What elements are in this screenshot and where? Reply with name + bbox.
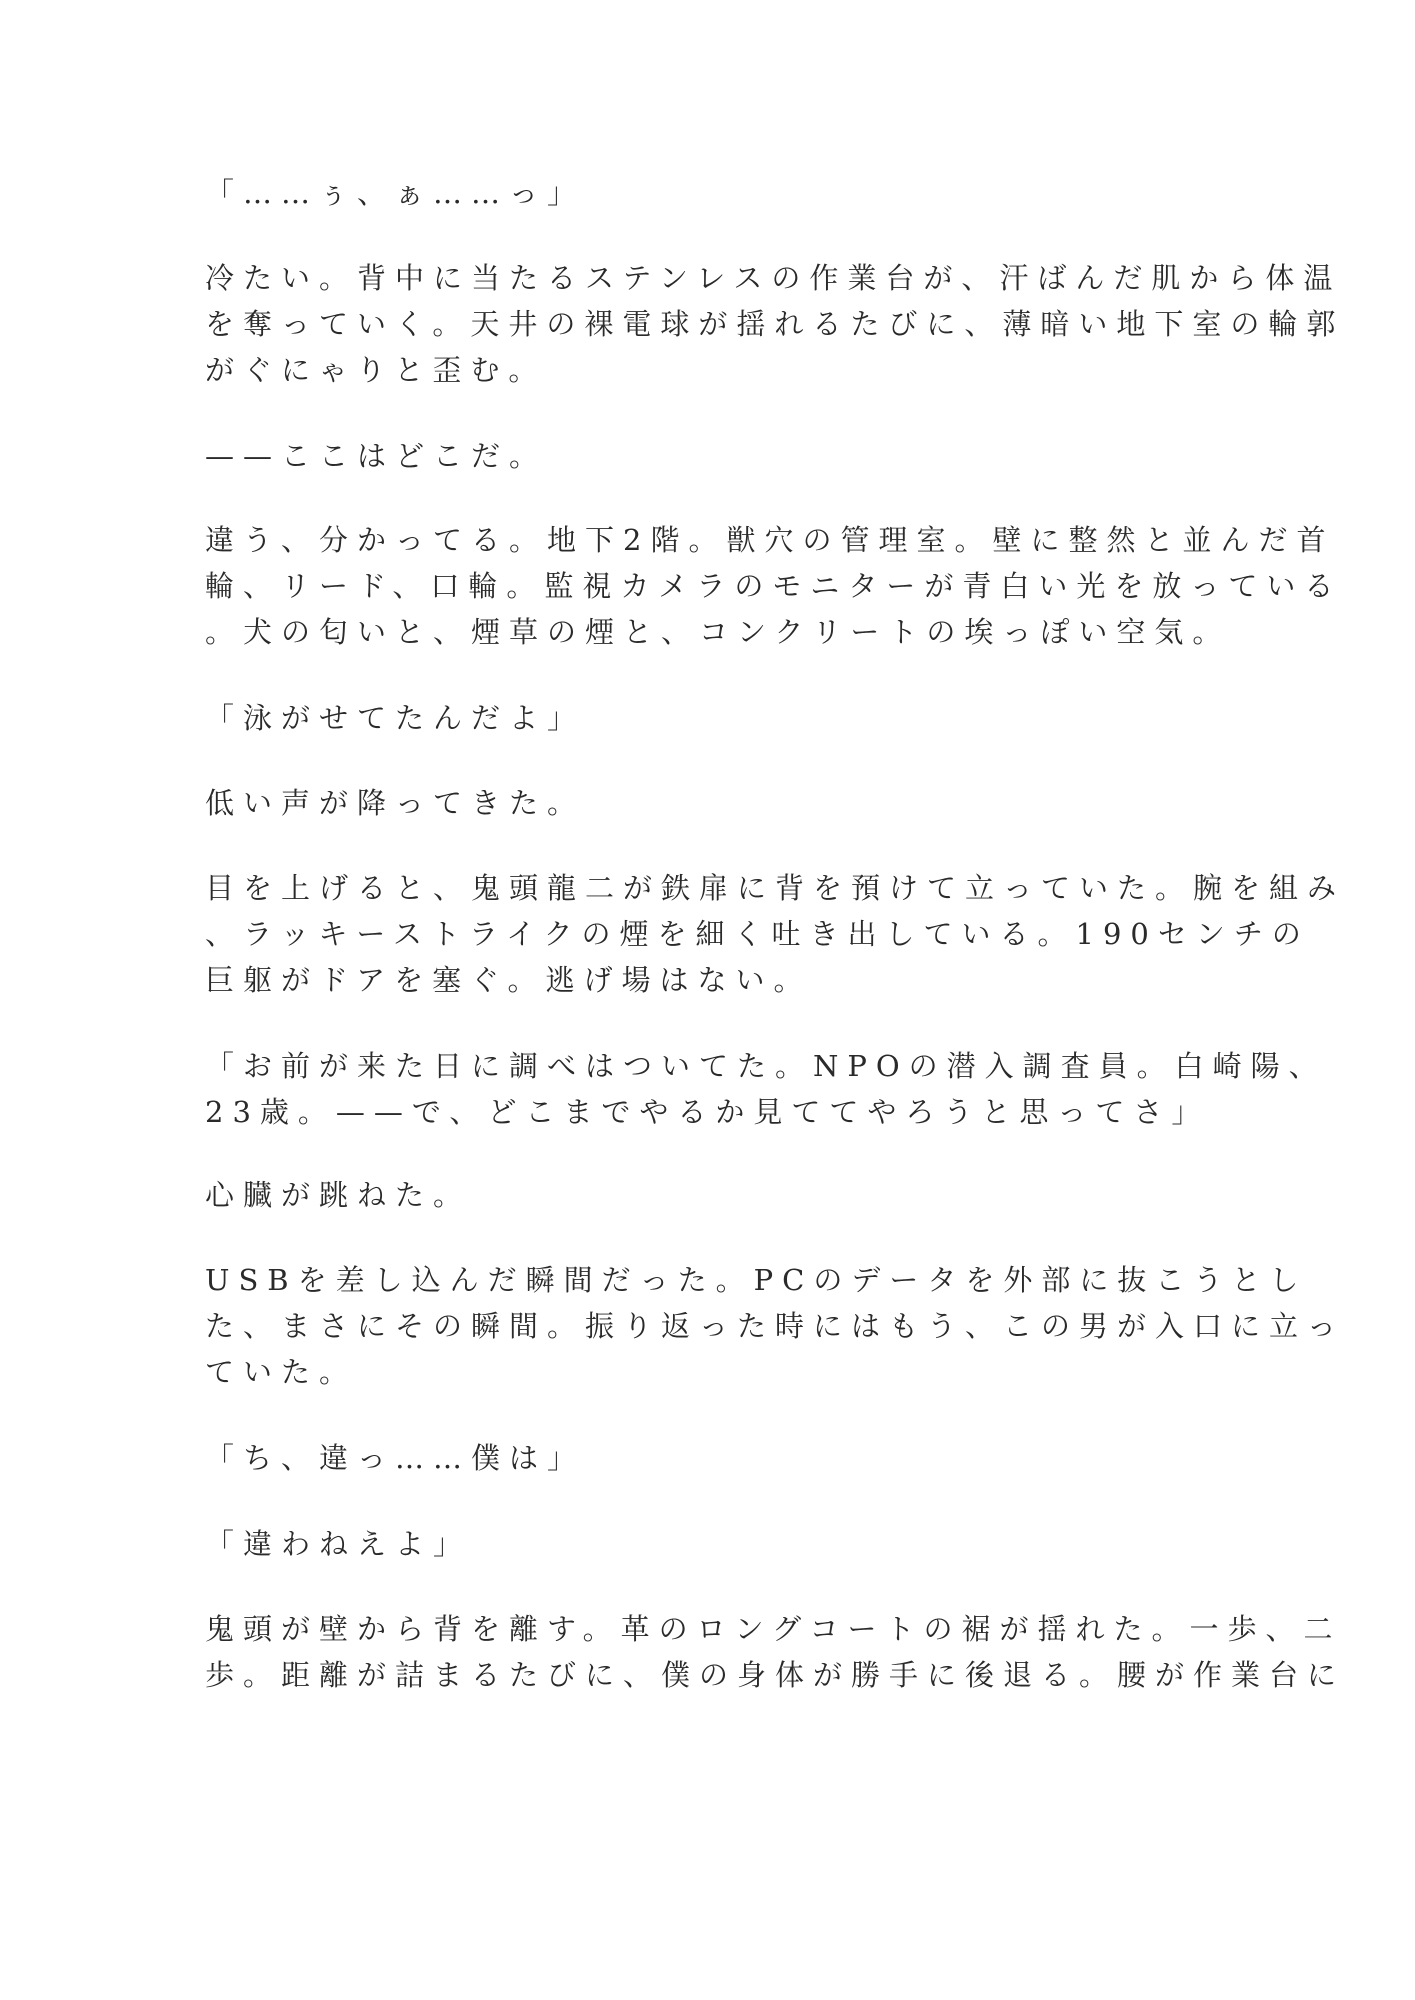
text-line: 23歳。——で、どこまでやるか見ててやろうと思ってさ」	[205, 1095, 1210, 1129]
paragraph	[205, 1606, 1345, 1698]
paragraph	[205, 433, 547, 479]
text-line: 「泳がせてたんだよ」	[205, 701, 586, 735]
text-line: 。犬の匂いと、煙草の煙と、コンクリートの埃っぽい空気。	[205, 615, 1231, 649]
text-line: ——ここはどこだ。	[205, 439, 548, 473]
text-line: 冷たい。背中に当たるステンレスの作業台が、汗ばんだ肌から体温	[205, 261, 1342, 295]
text-line: を奪っていく。天井の裸電球が揺れるたびに、薄暗い地下室の輪郭	[205, 307, 1345, 341]
text-line: 輪、リード、口輪。監視カメラのモニターが青白い光を放っている	[205, 569, 1343, 603]
paragraph	[205, 1521, 471, 1567]
text-line: 「お前が来た日に調べはついてた。NPOの潜入調査員。白崎陽、	[205, 1049, 1327, 1083]
paragraph	[205, 255, 1344, 393]
text-line: 低い声が降ってきた。	[205, 786, 586, 820]
text-line: 違う、分かってる。地下2階。獣穴の管理室。壁に整然と並んだ首	[205, 523, 1335, 557]
paragraph	[205, 1257, 1345, 1395]
text-line: がぐにゃりと歪む。	[205, 353, 547, 387]
text-line: 「違わねえよ」	[205, 1527, 472, 1561]
text-line: 目を上げると、鬼頭龍二が鉄扉に背を預けて立っていた。腕を組み	[205, 871, 1346, 905]
text-line: 巨躯がドアを塞ぐ。逃げ場はない。	[205, 963, 812, 997]
text-line: 歩。距離が詰まるたびに、僕の身体が勝手に後退る。腰が作業台に	[205, 1658, 1346, 1692]
paragraph	[205, 1435, 585, 1481]
text-line: 「……ぅ、ぁ……っ」	[205, 176, 586, 210]
text-line: た、まさにその瞬間。振り返った時にはもう、この男が入口に立っ	[205, 1309, 1346, 1343]
text-line: 鬼頭が壁から背を離す。革のロングコートの裾が揺れた。一歩、二	[205, 1612, 1342, 1646]
text-line: 「ち、違っ……僕は」	[205, 1441, 586, 1475]
paragraph	[205, 865, 1345, 1003]
paragraph	[205, 695, 585, 741]
paragraph	[205, 170, 585, 216]
text-line: 、ラッキーストライクの煙を細く吐き出している。190センチの	[205, 917, 1310, 951]
paragraph	[205, 1172, 471, 1218]
text-line: USBを差し込んだ瞬間だった。PCのデータを外部に抜こうとし	[205, 1263, 1308, 1297]
paragraph	[205, 1043, 1327, 1135]
paragraph	[205, 517, 1342, 655]
text-line: ていた。	[205, 1355, 358, 1389]
paragraph	[205, 780, 585, 826]
text-line: 心臓が跳ねた。	[205, 1178, 472, 1212]
